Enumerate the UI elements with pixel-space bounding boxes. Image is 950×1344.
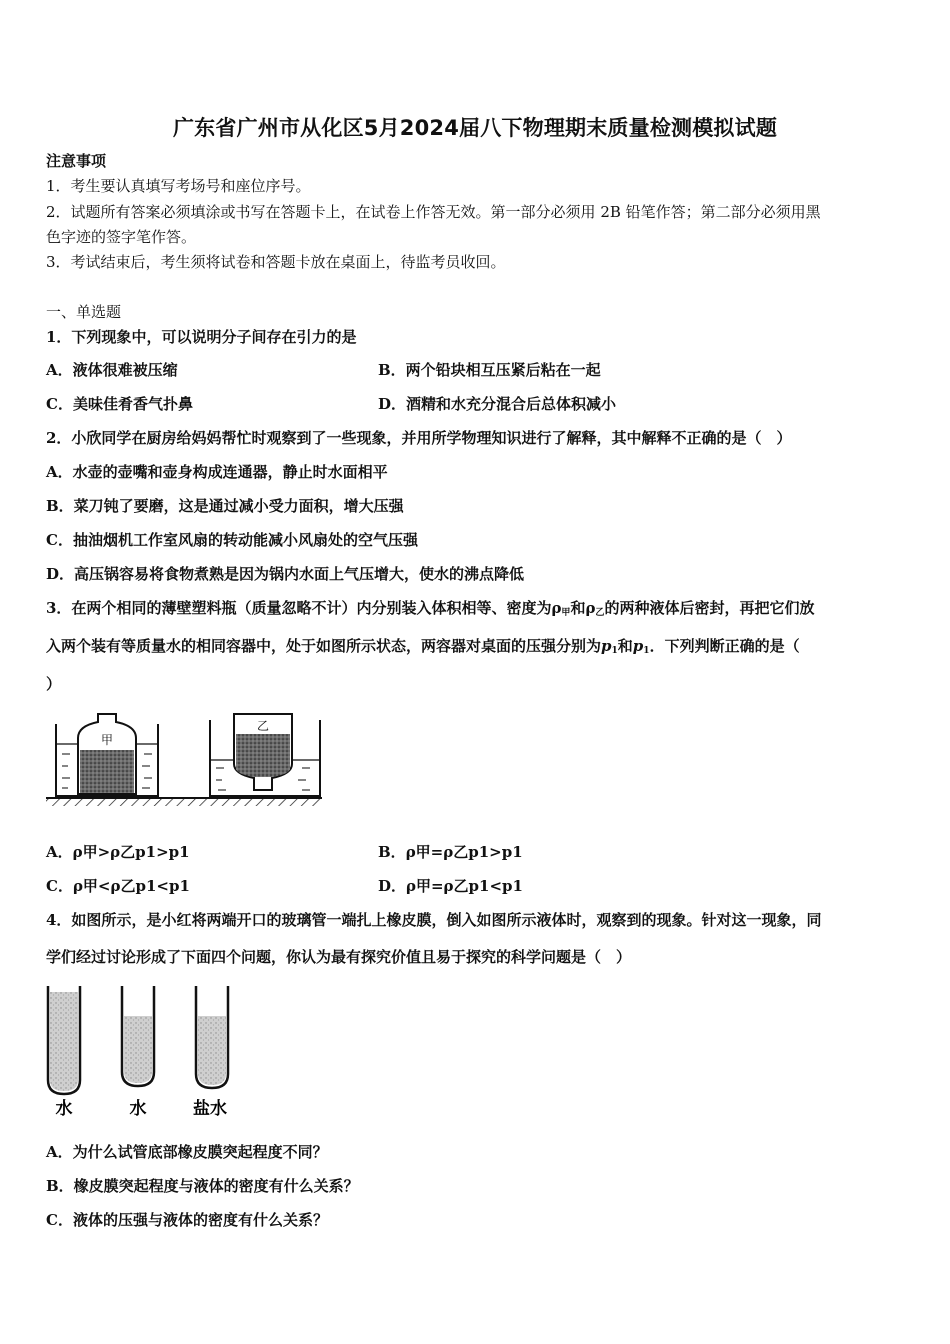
q3-p-symbol: p: [632, 637, 644, 655]
q1-option-d: D．酒精和水充分混合后总体积减小: [378, 395, 617, 413]
q2-option-d: D．高压锅容易将食物煮熟是因为锅内水面上气压增大，使水的沸点降低: [46, 565, 525, 583]
notice-item: 3．考试结束后，考生须将试卷和答题卡放在桌面上，待监考员收回。: [46, 253, 506, 271]
question-2-stem: 2．小欣同学在厨房给妈妈帮忙时观察到了一些现象，并用所学物理知识进行了解释，其中解释不正确的是（ ）: [46, 429, 792, 447]
q3-sub-yi: 乙: [595, 608, 605, 618]
notice-item: 2．试题所有答案必须填涂或书写在答题卡上，在试卷上作答无效。第一部分必须用 2B 铅笔作答；第二部分必须用黑: [46, 203, 821, 221]
option-letter: B．: [378, 843, 406, 861]
section-heading: 一、单选题: [46, 303, 122, 321]
tube-label-1: 水: [55, 1099, 73, 1118]
page-title: 广东省广州市从化区5月2024届八下物理期末质量检测模拟试题: [172, 116, 778, 140]
notice-item: 色字迹的签字笔作答。: [46, 228, 197, 246]
q1-option-a: A．液体很难被压缩: [46, 361, 178, 379]
q3-p-sub: 1: [611, 646, 618, 656]
bottle-label-jia: 甲: [100, 733, 114, 747]
option-text: ρ甲=ρ乙p1>p1: [405, 843, 523, 861]
q3-option-a: [46, 842, 190, 862]
option-letter: D．: [378, 877, 407, 895]
q3-sub-jia: 甲: [561, 608, 571, 618]
option-text: ρ甲=ρ乙p1<p1: [406, 877, 523, 895]
q3-stem-part: ．下列判断正确的是（: [649, 637, 800, 655]
q4-option-a: A．为什么试管底部橡皮膜突起程度不同？: [46, 1143, 328, 1161]
bottle-label-yi: 乙: [256, 719, 270, 733]
q3-p-sub: 1: [643, 646, 650, 656]
option-text: ρ甲<ρ乙p1<p1: [72, 877, 190, 895]
q2-option-a: A．水壶的壶嘴和壶身构成连通器，静止时水面相平: [46, 463, 388, 481]
question-1-stem: 1．下列现象中，可以说明分子间存在引力的是: [46, 328, 357, 346]
q3-stem-part: 的两种液体后密封，再把它们放: [604, 599, 815, 617]
q3-option-d: [378, 876, 523, 896]
q4-option-b: B．橡皮膜突起程度与液体的密度有什么关系？: [46, 1177, 359, 1195]
option-letter: C．: [46, 877, 73, 895]
question-4-stem-line-1: 4．如图所示，是小红将两端开口的玻璃管一端扎上橡皮膜，倒入如图所示液体时，观察到的现象。针对这一现象，同: [46, 911, 822, 929]
q4-tubes-figure: [40, 982, 240, 1118]
tube-label-3: 盐水: [193, 1099, 227, 1118]
question-3-stem-line-3: ）: [46, 675, 62, 693]
q3-stem-part: 入两个装有等质量水的相同容器中，处于如图所示状态，两容器对桌面的压强分别为: [46, 637, 602, 655]
tube-label-2: 水: [129, 1099, 147, 1118]
q3-p-symbol: p: [601, 637, 612, 655]
q3-stem-part: 和: [617, 637, 633, 655]
question-3-stem-line-2: [46, 636, 800, 661]
q3-option-c: [46, 876, 190, 896]
option-text: ρ甲>ρ乙p1>p1: [72, 843, 190, 861]
q2-option-c: C．抽油烟机工作室风扇的转动能减小风扇处的空气压强: [46, 531, 418, 549]
q3-stem-part: 和ρ: [570, 599, 596, 617]
question-4-stem-line-2: 学们经过讨论形成了下面四个问题，你认为最有探究价值且易于探究的科学问题是（ ）: [46, 948, 632, 966]
question-3-stem-line-1: [46, 598, 814, 623]
q3-option-b: [378, 842, 523, 862]
q3-stem-part: 3．在两个相同的薄壁塑料瓶（质量忽略不计）内分别装入体积相等、密度为ρ: [46, 599, 562, 617]
q3-containers-figure: [46, 710, 326, 818]
notice-heading: 注意事项: [46, 152, 107, 170]
notice-item: 1．考生要认真填写考场号和座位序号。: [46, 177, 311, 195]
q2-option-b: B．菜刀钝了要磨，这是通过减小受力面积，增大压强: [46, 497, 404, 515]
q1-option-c: C．美味佳肴香气扑鼻: [46, 395, 193, 413]
q4-option-c: C．液体的压强与液体的密度有什么关系？: [46, 1211, 328, 1229]
option-letter: A．: [46, 843, 73, 861]
q1-option-b: B．两个铅块相互压紧后粘在一起: [378, 361, 601, 379]
